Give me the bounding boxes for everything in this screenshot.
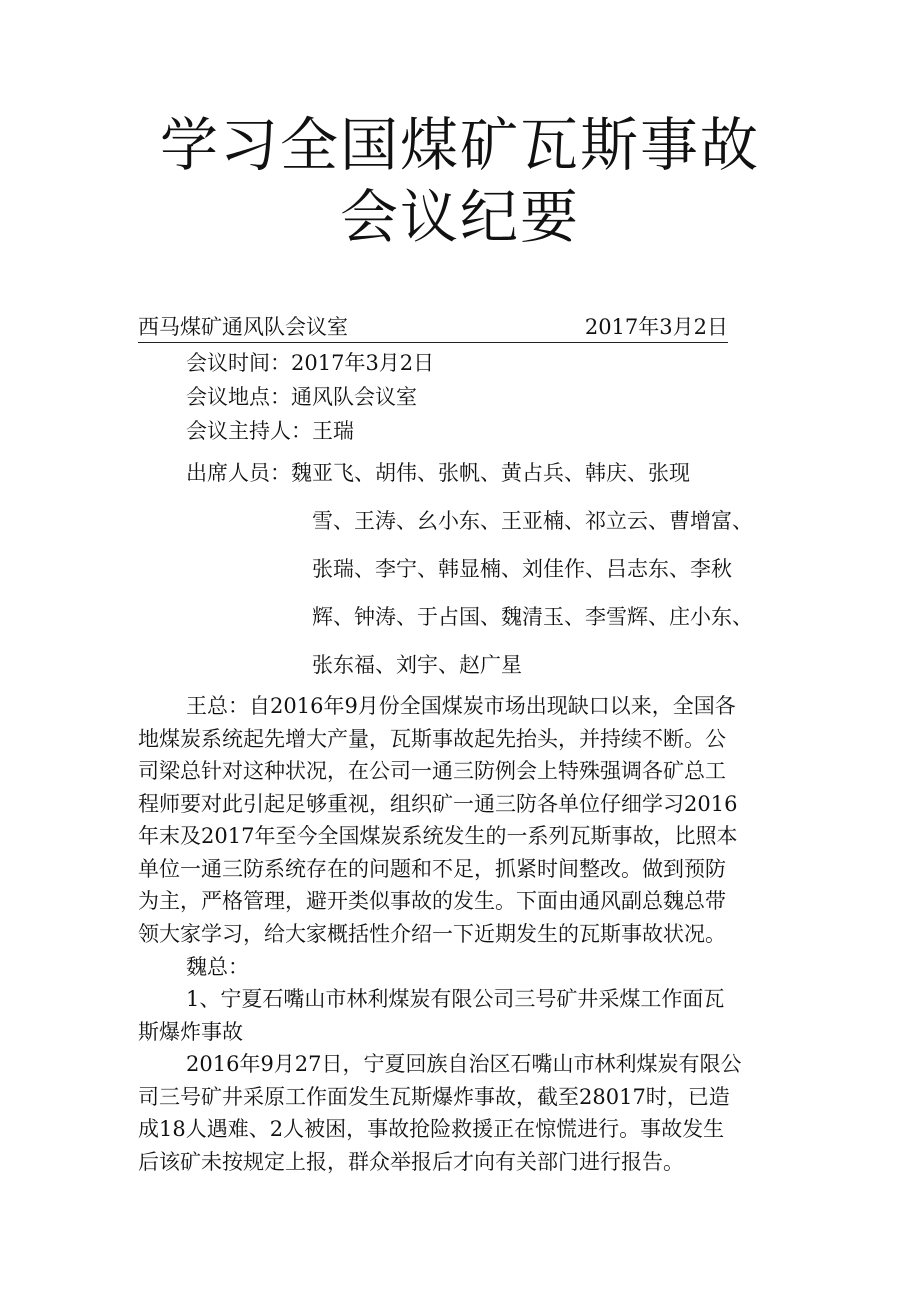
paragraph-line: 领大家学习，给大家概括性介绍一下近期发生的瓦斯事故状况。	[138, 921, 726, 946]
meeting-header	[138, 312, 728, 343]
paragraph-line: 年末及2017年至今全国煤炭系统发生的一系列瓦斯事故，比照本	[138, 824, 738, 848]
document-title-line-1: 学习全国煤矿瓦斯事故	[159, 111, 760, 179]
paragraph-line: 单位一通三防系统存在的问题和不足，抓紧时间整改。做到预防	[138, 856, 726, 881]
paragraph-line: 王总：自2016年9月份全国煤炭市场出现缺口以来，全国各	[186, 694, 736, 718]
paragraph-line: 司梁总针对这种状况，在公司一通三防例会上特殊强调各矿总工	[138, 759, 726, 783]
attendees-line: 辉、钟涛、于占国、魏清玉、李雪辉、庄小东、	[312, 605, 753, 629]
speaker-wei	[138, 951, 786, 984]
paragraph-line: 2016年9月27日，宁夏回族自治区石嘴山市林利煤炭有限公	[186, 1052, 742, 1076]
paragraph-line: 后该矿未按规定上报，群众举报后才向有关部门进行报告。	[138, 1149, 684, 1174]
paragraph-line: 程师要对此引起足够重视，组织矿一通三防各单位仔细学习2016	[138, 791, 738, 816]
paragraph-accident-detail	[138, 1048, 786, 1178]
paragraph-wang-statement	[138, 690, 786, 950]
item-heading-line: 1、宁夏石嘴山市林利煤炭有限公司三号矿井采煤工作面瓦	[186, 987, 725, 1011]
attendees-line: 出席人员：魏亚飞、胡伟、张帆、黄占兵、韩庆、张现	[186, 461, 690, 485]
paragraph-line: 地煤炭系统起先增大产量，瓦斯事故起先抬头，并持续不断。公	[138, 726, 726, 751]
attendees-line: 雪、王涛、幺小东、王亚楠、祁立云、曹增富、	[312, 509, 753, 533]
meeting-host: 会议主持人：王瑞	[186, 419, 354, 443]
paragraph-line: 成18人遇难、2人被困，事故抢险救援正在惊慌进行。事故发生	[138, 1117, 725, 1141]
item-heading-line: 斯爆炸事故	[138, 1019, 243, 1044]
attendees-line: 张瑞、李宁、韩显楠、刘佳作、吕志东、李秋	[312, 557, 732, 581]
header-date: 2017年3月2日	[584, 315, 728, 339]
paragraph-line: 为主，严格管理，避开类似事故的发生。下面由通风副总魏总带	[138, 889, 726, 913]
item-1-heading	[138, 983, 786, 1048]
meeting-place: 会议地点：通风队会议室	[186, 385, 417, 409]
attendees-line: 张东福、刘宇、赵广星	[312, 653, 522, 677]
speaker-label: 魏总：	[186, 955, 249, 979]
header-location: 西马煤矿通风队会议室	[138, 315, 348, 339]
meeting-time: 会议时间：2017年3月2日	[186, 351, 435, 375]
paragraph-line: 司三号矿井采原工作面发生瓦斯爆炸事故，截至28017时，已造	[138, 1084, 730, 1109]
document-title-line-2: 会议纪要	[339, 183, 580, 251]
